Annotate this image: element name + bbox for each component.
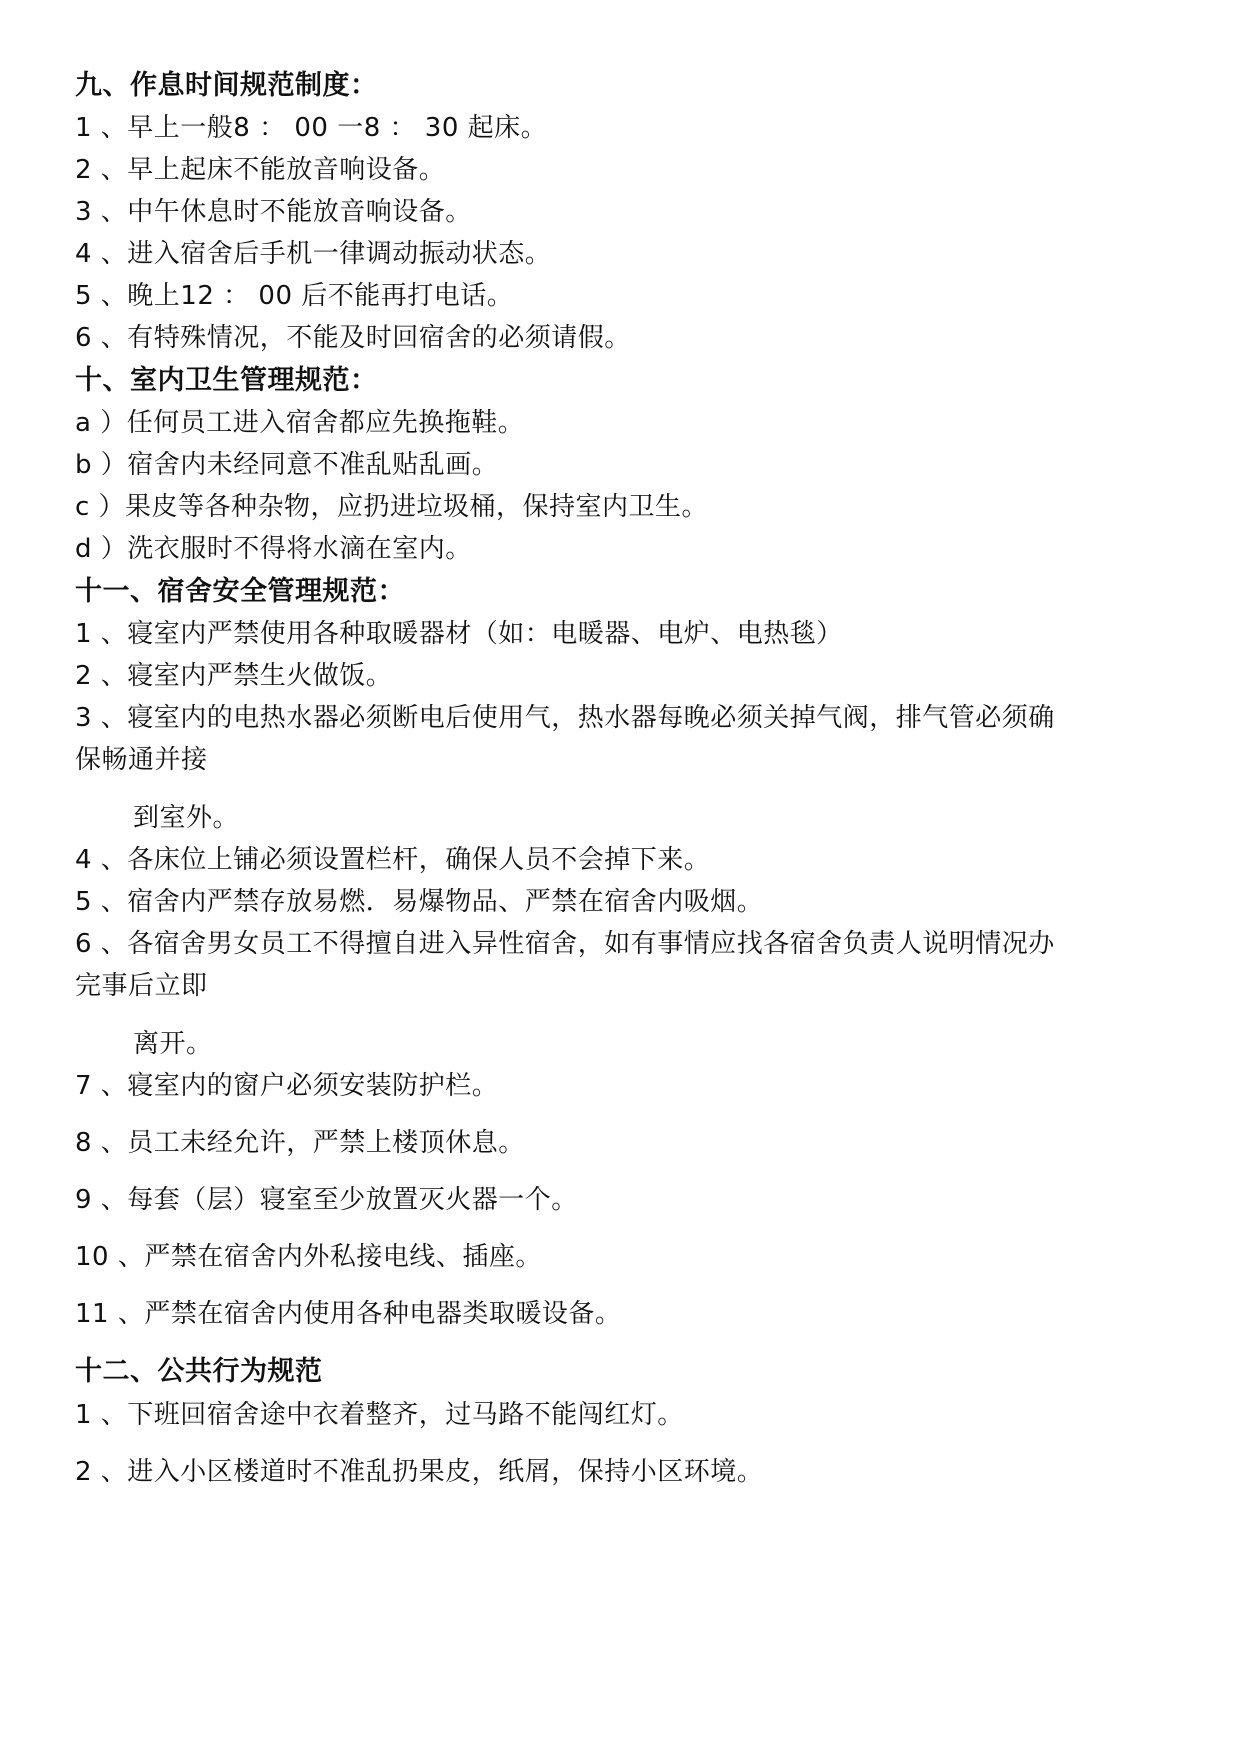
list-item: 1 、下班回宿舍途中衣着整齐，过马路不能闯红灯。 bbox=[75, 1400, 684, 1430]
list-item: 6 、各宿舍男女员工不得擅自进入异性宿舍，如有事情应找各宿舍负责人说明情况办 bbox=[75, 929, 1055, 959]
list-item: a ）任何员工进入宿舍都应先换拖鞋。 bbox=[75, 408, 525, 438]
list-item: 4 、进入宿舍后手机一律调动振动状态。 bbox=[75, 239, 552, 269]
list-item: d ）洗衣服时不得将水滴在室内。 bbox=[75, 534, 472, 564]
list-item-continuation: 到室外。 bbox=[133, 803, 240, 833]
list-item: 4 、各床位上铺必须设置栏杆，确保人员不会掉下来。 bbox=[75, 845, 711, 875]
list-item: 2 、进入小区楼道时不准乱扔果皮，纸屑，保持小区环境。 bbox=[75, 1457, 764, 1487]
list-item: c ）果皮等各种杂物，应扔进垃圾桶，保持室内卫生。 bbox=[75, 492, 709, 522]
list-item: 3 、中午休息时不能放音响设备。 bbox=[75, 197, 472, 227]
list-item: b ）宿舍内未经同意不准乱贴乱画。 bbox=[75, 450, 499, 480]
section-heading-hygiene: 十、室内卫生管理规范： bbox=[75, 365, 378, 396]
list-item: 1 、寝室内严禁使用各种取暖器材（如：电暖器、电炉、电热毯） bbox=[75, 619, 843, 649]
list-item: 11 、严禁在宿舍内使用各种电器类取暖设备。 bbox=[75, 1299, 622, 1329]
list-item: 5 、宿舍内严禁存放易燃．易爆物品、严禁在宿舍内吸烟。 bbox=[75, 887, 764, 917]
section-heading-safety: 十一、宿舍安全管理规范： bbox=[75, 576, 405, 607]
list-item: 2 、寝室内严禁生火做饭。 bbox=[75, 661, 393, 691]
list-item-continuation: 完事后立即 bbox=[75, 971, 208, 1001]
list-item-continuation: 保畅通并接 bbox=[75, 745, 208, 775]
list-item: 5 、晚上12 ： 00 后不能再打电话。 bbox=[75, 281, 514, 311]
list-item-continuation: 离开。 bbox=[133, 1029, 213, 1059]
list-item: 2 、早上起床不能放音响设备。 bbox=[75, 155, 446, 185]
section-heading-public-conduct: 十二、公共行为规范 bbox=[75, 1356, 323, 1387]
section-heading-schedule: 九、作息时间规范制度： bbox=[75, 70, 378, 101]
list-item: 1 、早上一般8 ： 00 一8 ： 30 起床。 bbox=[75, 113, 548, 143]
list-item: 3 、寝室内的电热水器必须断电后使用气，热水器每晚必须关掉气阀，排气管必须确 bbox=[75, 703, 1055, 733]
list-item: 8 、员工未经允许，严禁上楼顶休息。 bbox=[75, 1128, 525, 1158]
list-item: 10 、严禁在宿舍内外私接电线、插座。 bbox=[75, 1242, 542, 1272]
list-item: 9 、每套（层）寝室至少放置灭火器一个。 bbox=[75, 1185, 578, 1215]
list-item: 6 、有特殊情况，不能及时回宿舍的必须请假。 bbox=[75, 323, 631, 353]
list-item: 7 、寝室内的窗户必须安装防护栏。 bbox=[75, 1071, 499, 1101]
